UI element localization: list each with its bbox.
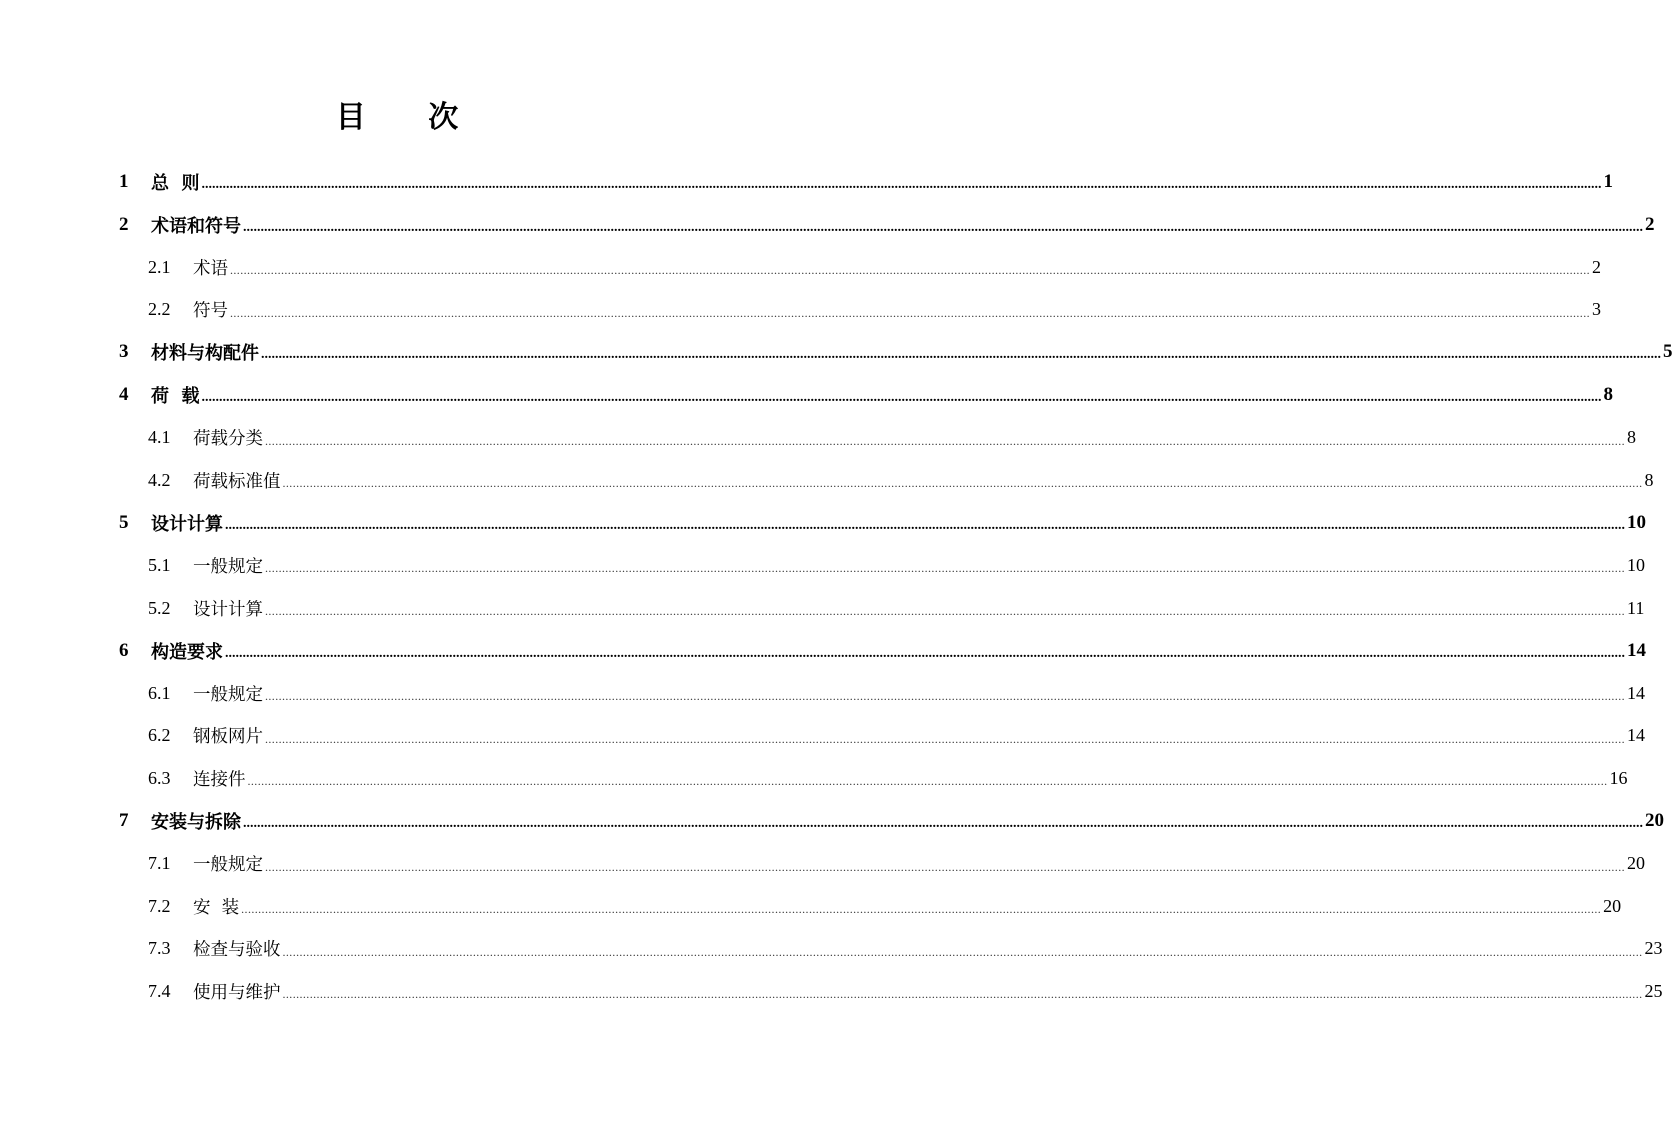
toc-page-number: 25	[1644, 980, 1663, 1001]
toc-leader-dots: ................................................................................................................................................................................................................................................................................................................................................................................................................	[282, 944, 1643, 959]
toc-leader-dots: ................................................................................................................................................................................................................................................................................................................................................................................................................	[265, 604, 1625, 618]
toc-entry-number: 1	[119, 171, 129, 192]
toc-entry-title: 一般规定	[193, 556, 263, 577]
toc-entry-title: 荷 载	[151, 386, 200, 407]
toc-section-entry	[148, 289, 1601, 331]
toc-section-entry	[148, 757, 1628, 799]
toc-entry-number: 2	[119, 213, 129, 235]
toc-section-entry	[148, 843, 1645, 885]
toc-chapter-entry	[119, 204, 1655, 246]
toc-entry-number: 6	[119, 639, 129, 661]
toc-chapter-entry	[119, 630, 1646, 672]
toc-entry-number: 3	[119, 341, 129, 363]
toc-leader-dots: ................................................................................................................................................................................................................................................................................................................................................................................................................	[282, 476, 1643, 491]
toc-entry-title: 安 装	[193, 897, 240, 918]
toc-leader-dots: ................................................................................................................................................................................................................................................................................................................................................................................................................	[243, 219, 1643, 235]
toc-section-entry	[148, 672, 1645, 714]
toc-leader-dots: ................................................................................................................................................................................................................................................................................................................................................................................................................	[225, 645, 1625, 661]
toc-leader-dots: ................................................................................................................................................................................................................................................................................................................................................................................................................	[265, 433, 1625, 448]
toc-entry-number: 6.2	[148, 725, 171, 746]
toc-entry-title: 检查与验收	[193, 940, 281, 961]
toc-page-number: 20	[1645, 810, 1664, 831]
toc-leader-dots: ................................................................................................................................................................................................................................................................................................................................................................................................................	[241, 902, 1602, 917]
toc-entry-number: 5	[119, 511, 129, 533]
toc-entry-title: 术语和符号	[151, 215, 241, 237]
toc-entry-number: 2.1	[148, 256, 171, 277]
toc-page-number: 23	[1644, 938, 1663, 959]
toc-leader-dots: ................................................................................................................................................................................................................................................................................................................................................................................................................	[201, 177, 1602, 192]
toc-page-number: 8	[1603, 384, 1614, 405]
toc-entry-title: 术语	[193, 258, 228, 279]
toc-page-number: 14	[1627, 725, 1645, 746]
toc-page-number: 10	[1627, 511, 1646, 533]
toc-entry-title: 一般规定	[193, 855, 263, 876]
toc-page-number: 5	[1663, 341, 1673, 363]
toc-section-entry	[148, 587, 1645, 629]
toc-entry-number: 2.2	[148, 299, 171, 320]
toc-section-entry	[148, 928, 1663, 970]
toc-entry-number: 4	[119, 384, 129, 405]
toc-leader-dots: ................................................................................................................................................................................................................................................................................................................................................................................................................	[243, 816, 1643, 831]
toc-page-number: 1	[1603, 171, 1614, 192]
toc-leader-dots: ................................................................................................................................................................................................................................................................................................................................................................................................................	[230, 263, 1590, 278]
toc-page-number: 2	[1645, 213, 1655, 235]
toc-entry-number: 6.1	[148, 682, 171, 703]
toc-entry-title: 使用与维护	[193, 982, 281, 1003]
toc-leader-dots: ................................................................................................................................................................................................................................................................................................................................................................................................................	[247, 774, 1608, 789]
toc-page-number: 20	[1627, 853, 1645, 874]
toc-entry-title: 荷载分类	[193, 429, 263, 450]
toc-page-number: 11	[1627, 597, 1645, 618]
toc-section-entry	[148, 246, 1601, 288]
toc-entry-title: 荷载标准值	[193, 471, 281, 492]
toc-entry-title: 构造要求	[151, 641, 223, 663]
toc-entry-number: 6.3	[148, 767, 171, 788]
toc-entry-title: 设计计算	[151, 513, 223, 535]
toc-chapter-entry	[119, 800, 1664, 842]
toc-entry-title: 一般规定	[193, 684, 263, 705]
toc-page-number: 14	[1627, 682, 1645, 703]
toc-entry-number: 4.2	[148, 469, 171, 490]
toc-section-entry	[148, 459, 1654, 501]
toc-page-number: 3	[1592, 299, 1601, 320]
toc-entry-number: 4.1	[148, 427, 171, 448]
toc-page-number: 2	[1592, 256, 1601, 277]
toc-leader-dots: ................................................................................................................................................................................................................................................................................................................................................................................................................	[282, 987, 1643, 1002]
toc-leader-dots: ................................................................................................................................................................................................................................................................................................................................................................................................................	[265, 731, 1625, 746]
toc-entry-title: 符号	[193, 301, 228, 322]
toc-section-entry	[148, 715, 1645, 757]
toc-chapter-entry	[119, 161, 1614, 203]
toc-page-number: 8	[1644, 469, 1654, 490]
toc-page-number: 10	[1627, 554, 1645, 575]
toc-entry-title: 设计计算	[193, 599, 263, 620]
toc-entry-number: 5.2	[148, 597, 171, 618]
toc-page-number: 8	[1627, 427, 1636, 448]
toc-leader-dots: ................................................................................................................................................................................................................................................................................................................................................................................................................	[230, 305, 1590, 320]
toc-leader-dots: ................................................................................................................................................................................................................................................................................................................................................................................................................	[261, 347, 1661, 363]
toc-entry-title: 安装与拆除	[151, 812, 241, 833]
toc-section-entry	[148, 544, 1645, 586]
toc-entry-title: 材料与构配件	[151, 343, 259, 365]
toc-section-entry	[148, 885, 1622, 927]
toc-page-number: 16	[1609, 767, 1628, 788]
page-title: 目 次	[335, 100, 485, 135]
toc-section-entry	[148, 970, 1663, 1012]
toc-leader-dots: ................................................................................................................................................................................................................................................................................................................................................................................................................	[201, 390, 1602, 405]
toc-entry-number: 7	[119, 810, 129, 831]
toc-entry-title: 总 则	[151, 173, 200, 194]
toc-leader-dots: ................................................................................................................................................................................................................................................................................................................................................................................................................	[265, 859, 1625, 874]
toc-entry-number: 7.4	[148, 980, 171, 1001]
toc-entry-title: 连接件	[193, 769, 246, 790]
toc-chapter-entry	[119, 502, 1646, 544]
toc-entry-number: 7.1	[148, 853, 171, 874]
toc-page-number: 20	[1603, 895, 1622, 916]
toc-chapter-entry	[119, 331, 1673, 373]
toc-page-number: 14	[1627, 639, 1646, 661]
toc-chapter-entry	[119, 374, 1614, 416]
toc-leader-dots: ................................................................................................................................................................................................................................................................................................................................................................................................................	[225, 517, 1625, 533]
toc-entry-number: 7.2	[148, 895, 171, 916]
toc-entry-number: 7.3	[148, 938, 171, 959]
toc-leader-dots: ................................................................................................................................................................................................................................................................................................................................................................................................................	[265, 561, 1625, 576]
toc-entry-number: 5.1	[148, 554, 171, 575]
toc-section-entry	[148, 417, 1636, 459]
toc-entry-title: 钢板网片	[193, 727, 263, 748]
toc-leader-dots: ................................................................................................................................................................................................................................................................................................................................................................................................................	[265, 689, 1625, 704]
